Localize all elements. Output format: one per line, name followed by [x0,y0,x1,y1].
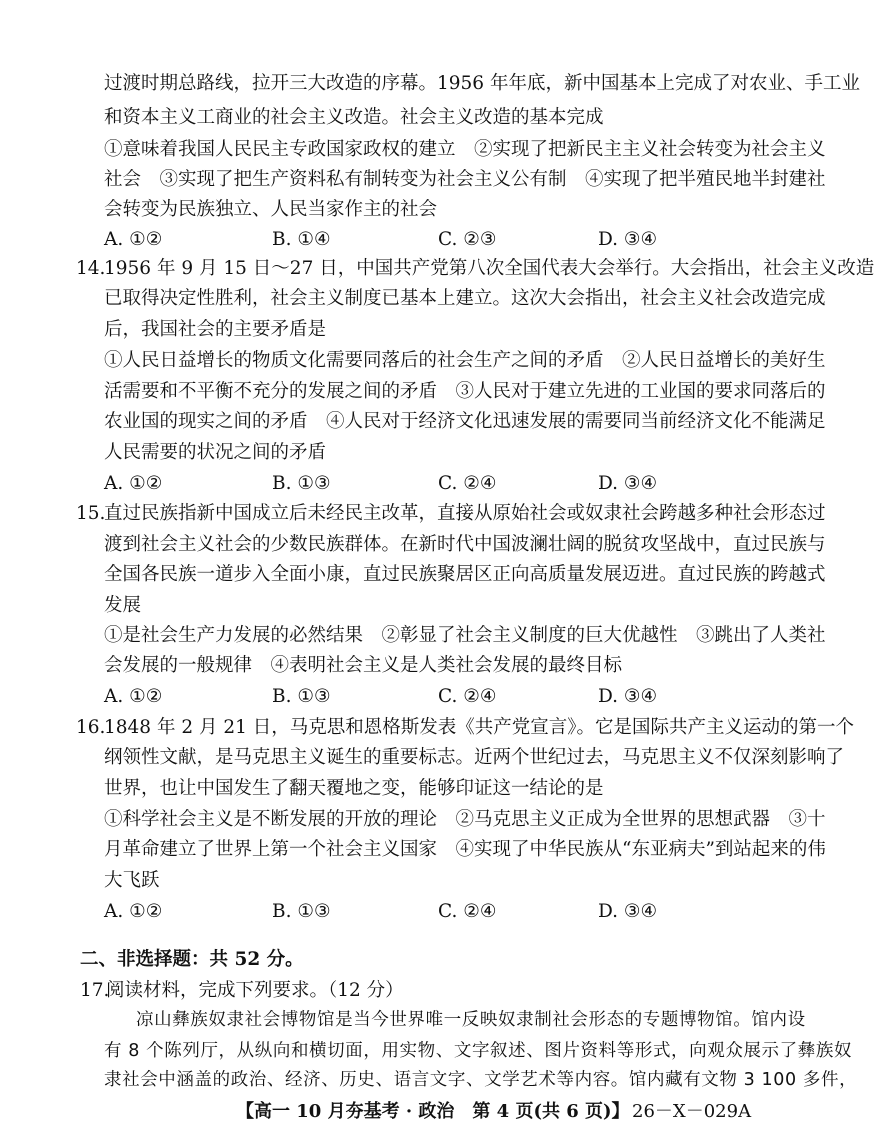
q15-stem-line-2: 渡到社会主义社会的少数民族群体。在新时代中国波澜壮阔的脱贫攻坚战中，直过民族与 [104,534,826,555]
q16-stem-line-3: 世界，也让中国发生了翻天覆地之变，能够印证这一结论的是 [104,778,604,799]
q16-option-b: B. ①③ [272,901,331,922]
q13-option-a: A. ①② [104,229,163,250]
q17-prompt: 阅读材料，完成下列要求。（12 分） [106,980,404,1001]
q14-option-d: D. ③④ [598,473,658,494]
q14-stem-line-2: 已取得决定性胜利，社会主义制度已基本上建立。这次大会指出，社会主义社会改造完成 [104,288,826,309]
q13-option-c: C. ②③ [438,229,497,250]
q13-stem-line-2: 和资本主义工商业的社会主义改造。社会主义改造的基本完成 [104,107,604,128]
q16-item-line-3: 大飞跃 [104,870,160,891]
q14-item-line-4: 人民需要的状况之间的矛盾 [104,442,327,463]
q14-item-line-2: 活需要和不平衡不充分的发展之间的矛盾 ③人民对于建立先进的工业国的要求同落后的 [104,381,826,402]
q16-stem-line-1: 1848 年 2 月 21 日，马克思和恩格斯发表《共产党宣言》。它是国际共产主义运动的第一个 [104,717,855,738]
exam-code: 26－X－029A [632,1101,752,1122]
q13-option-d: D. ③④ [598,229,658,250]
q15-stem-line-3: 全国各民族一道步入全面小康，直过民族聚居区正向高质量发展迈进。直过民族的跨越式 [104,564,826,585]
q17-material-line-1: 凉山彝族奴隶社会博物馆是当今世界唯一反映奴隶制社会形态的专题博物馆。馆内设 [136,1010,806,1030]
q15-item-line-1: ①是社会生产力发展的必然结果 ②彰显了社会主义制度的巨大优越性 ③跳出了人类社 [104,625,826,646]
q16-stem-line-2: 纲领性文献，是马克思主义诞生的重要标志。近两个世纪过去，马克思主义不仅深刻影响了 [104,747,845,768]
q14-option-b: B. ①③ [272,473,331,494]
q14-number: 14. [76,258,106,279]
page-footer: 【高一 10 月夯基考 · 政治 第 4 页(共 6 页)】 [236,1101,630,1122]
q14-item-line-3: 农业国的现实之间的矛盾 ④人民对于经济文化迅速发展的需要同当前经济文化不能满足 [104,411,826,432]
q13-item-line-2: 社会 ③实现了把生产资料私有制转变为社会主义公有制 ④实现了把半殖民地半封建社 [104,169,826,190]
q16-option-a: A. ①② [104,901,163,922]
q14-item-line-1: ①人民日益增长的物质文化需要同落后的社会生产之间的矛盾 ②人民日益增长的美好生 [104,350,826,371]
q15-option-b: B. ①③ [272,686,331,707]
q14-option-a: A. ①② [104,473,163,494]
q13-item-line-1: ①意味着我国人民民主专政国家政权的建立 ②实现了把新民主主义社会转变为社会主义 [104,139,826,160]
q16-item-line-1: ①科学社会主义是不断发展的开放的理论 ②马克思主义正成为全世界的思想武器 ③十 [104,809,826,830]
q16-option-c: C. ②④ [438,901,497,922]
q17-number: 17. [80,980,110,1001]
q14-option-c: C. ②④ [438,473,497,494]
q15-stem-line-1: 直过民族指新中国成立后未经民主改革，直接从原始社会或奴隶社会跨越多种社会形态过 [104,503,826,524]
q15-option-c: C. ②④ [438,686,497,707]
section-heading: 二、非选择题：共 52 分。 [80,949,304,970]
q16-item-line-2: 月革命建立了世界上第一个社会主义国家 ④实现了中华民族从“东亚病夫”到站起来的伟 [104,839,826,860]
q13-item-line-3: 会转变为民族独立、人民当家作主的社会 [104,199,438,220]
q15-option-a: A. ①② [104,686,163,707]
q17-material-line-3: 隶社会中涵盖的政治、经济、历史、语言文字、文学艺术等内容。馆内藏有文物 3 100 多件， [104,1070,858,1090]
q14-stem-line-1: 1956 年 9 月 15 日～27 日，中国共产党第八次全国代表大会举行。大会指出，社会主义改造 [104,258,874,279]
q15-item-line-2: 会发展的一般规律 ④表明社会主义是人类社会发展的最终目标 [104,655,623,676]
q13-option-b: B. ①④ [272,229,331,250]
q15-option-d: D. ③④ [598,686,658,707]
q13-stem-line-1: 过渡时期总路线，拉开三大改造的序幕。1956 年年底，新中国基本上完成了对农业、手工业 [104,73,860,94]
q14-stem-line-3: 后，我国社会的主要矛盾是 [104,319,327,340]
q16-number: 16. [76,717,106,738]
q17-material-line-2: 有 8 个陈列厅，从纵向和横切面，用实物、文字叙述、图片资料等形式，向观众展示了彝族奴 [104,1041,853,1061]
q16-option-d: D. ③④ [598,901,658,922]
q15-number: 15. [76,503,106,524]
q15-stem-line-4: 发展 [104,595,142,616]
